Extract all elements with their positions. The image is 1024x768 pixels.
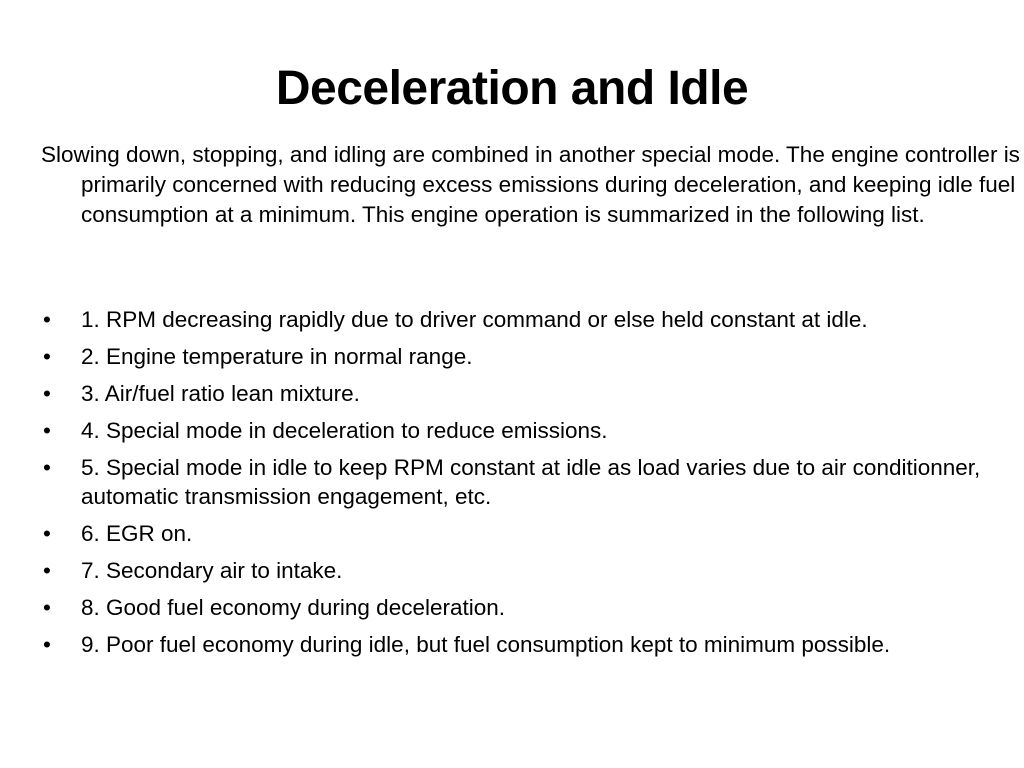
bullet-icon: • bbox=[43, 307, 51, 332]
intro-paragraph: Slowing down, stopping, and idling are combined in another special mode. The engine controller is primarily concerned with reducing excess emissions during deceleration, and keeping idle fuel consumption at a minimum. This engine operation is summarized in the following list. bbox=[41, 142, 1020, 227]
bullet-list bbox=[41, 305, 996, 667]
list-item-text: 8. Good fuel economy during deceleration. bbox=[81, 595, 506, 620]
list-item-text: 9. Poor fuel economy during idle, but fuel consumption kept to minimum possible. bbox=[81, 632, 891, 657]
list-item bbox=[41, 630, 996, 659]
list-item bbox=[41, 379, 996, 408]
bullet-icon: • bbox=[43, 455, 51, 480]
bullet-icon: • bbox=[43, 418, 51, 443]
bullet-icon: • bbox=[43, 595, 51, 620]
list-item bbox=[41, 519, 996, 548]
list-item-text: 4. Special mode in deceleration to reduce emissions. bbox=[81, 418, 608, 443]
bullet-icon: • bbox=[43, 344, 51, 369]
list-item bbox=[41, 453, 996, 511]
list-item-text: 6. EGR on. bbox=[81, 521, 193, 546]
list-item bbox=[41, 593, 996, 622]
bullet-icon: • bbox=[43, 521, 51, 546]
bullet-icon: • bbox=[43, 632, 51, 657]
list-item bbox=[41, 305, 996, 334]
bullet-icon: • bbox=[43, 381, 51, 406]
list-item-text: 7. Secondary air to intake. bbox=[81, 558, 343, 583]
list-item-text: 3. Air/fuel ratio lean mixture. bbox=[81, 381, 360, 406]
list-item bbox=[41, 416, 996, 445]
bullet-icon: • bbox=[43, 558, 51, 583]
list-item-text: 2. Engine temperature in normal range. bbox=[81, 344, 473, 369]
list-item bbox=[41, 342, 996, 371]
slide-title: Deceleration and Idle bbox=[275, 62, 749, 115]
list-item bbox=[41, 556, 996, 585]
list-item-text: 5. Special mode in idle to keep RPM constant at idle as load varies due to air conditionner, automatic transmission engagement, etc. bbox=[81, 455, 981, 509]
list-item-text: 1. RPM decreasing rapidly due to driver command or else held constant at idle. bbox=[81, 307, 868, 332]
